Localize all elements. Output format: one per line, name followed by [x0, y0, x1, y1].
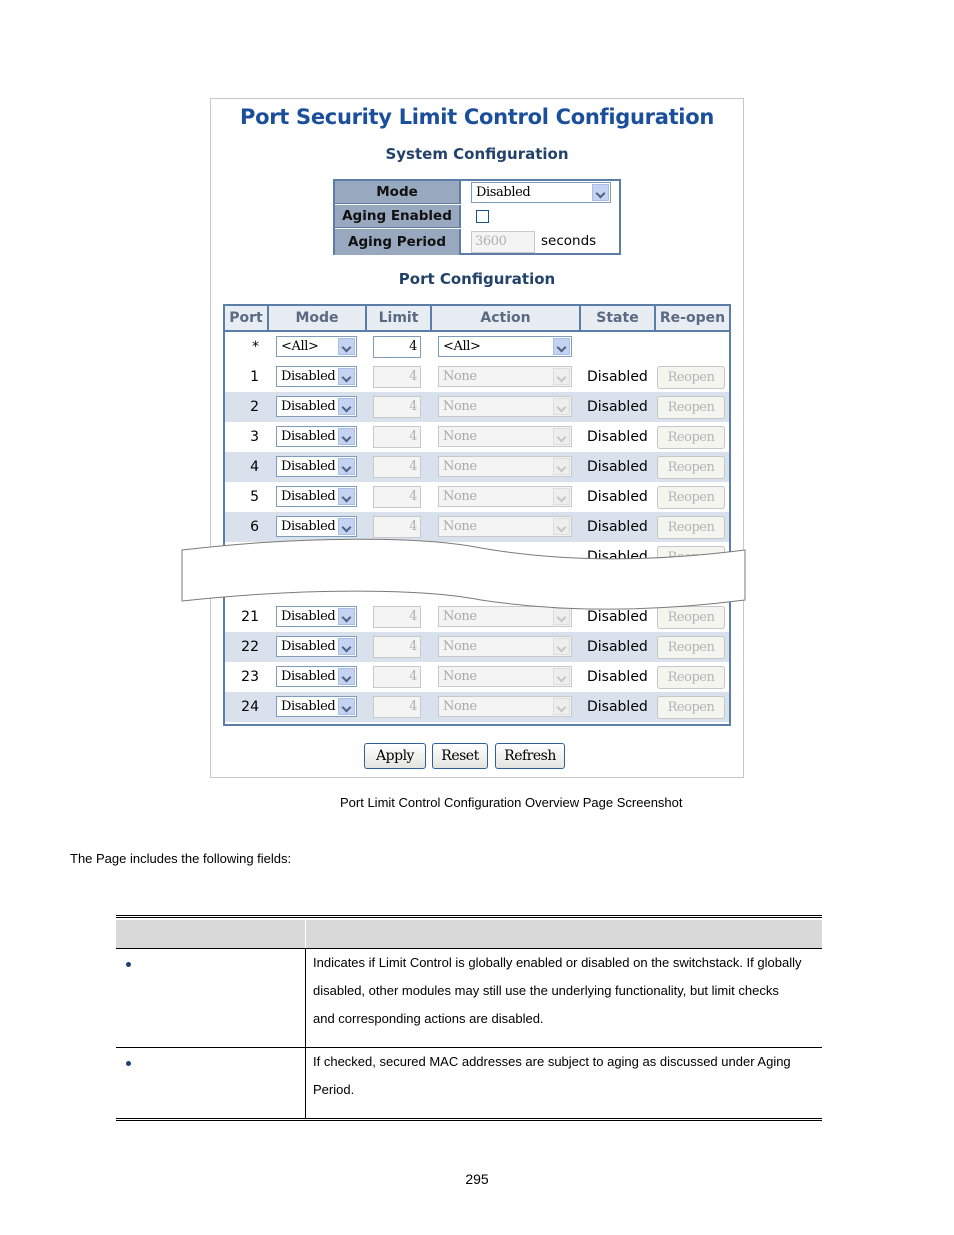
port-action-select[interactable] — [438, 366, 572, 387]
mode-select-value: Disabled — [476, 185, 531, 200]
port-mode-value: Disabled — [281, 429, 336, 444]
figure-caption: Port Limit Control Configuration Overview Page Screenshot — [340, 795, 683, 810]
port-row-22 — [225, 632, 729, 662]
port-state: Disabled — [587, 639, 648, 655]
port-section-title: Port Configuration — [398, 270, 556, 288]
reopen-button[interactable]: Reopen — [657, 666, 725, 689]
port-action-select[interactable] — [438, 516, 572, 537]
aging-enabled-label: Aging Enabled — [335, 205, 461, 228]
port-number: 1 — [250, 369, 259, 385]
port-limit-input[interactable]: 4 — [373, 426, 421, 448]
port-limit-input[interactable]: 4 — [373, 666, 421, 688]
reopen-button[interactable]: Reopen — [657, 456, 725, 479]
port-action-select[interactable] — [438, 666, 572, 687]
port-state: Disabled — [587, 399, 648, 415]
port-action-value: None — [443, 429, 477, 444]
all-limit-input[interactable]: 4 — [373, 336, 421, 358]
field-description: If checked, secured MAC addresses are subject to aging as discussed under Aging Period. — [313, 1054, 791, 1097]
chevron-down-icon — [553, 488, 570, 505]
port-action-select[interactable] — [438, 486, 572, 507]
chevron-down-icon — [553, 398, 570, 415]
port-number: 2 — [250, 399, 259, 415]
chevron-down-icon — [553, 698, 570, 715]
mode-label: Mode — [335, 181, 461, 204]
port-action-value: None — [443, 459, 477, 474]
chevron-down-icon — [553, 458, 570, 475]
port-mode-value: Disabled — [281, 639, 336, 654]
port-mode-select[interactable] — [276, 666, 357, 687]
aging-enabled-checkbox[interactable] — [476, 210, 489, 223]
chevron-down-icon — [553, 428, 570, 445]
all-ports-marker: * — [252, 339, 259, 355]
port-action-select[interactable] — [438, 426, 572, 447]
port-row-23 — [225, 662, 729, 692]
all-action-select[interactable] — [438, 336, 572, 357]
page-title: Port Security Limit Control Configuration — [240, 105, 714, 129]
port-number: 23 — [241, 669, 259, 685]
chevron-down-icon — [338, 668, 355, 685]
system-config-table — [333, 179, 621, 255]
header-divider — [305, 920, 306, 948]
port-state: Disabled — [587, 669, 648, 685]
port-action-value: None — [443, 489, 477, 504]
header-port: Port — [225, 306, 269, 330]
port-number: 24 — [241, 699, 259, 715]
port-state: Disabled — [587, 609, 648, 625]
port-action-select[interactable] — [438, 456, 572, 477]
port-mode-value: Disabled — [281, 609, 336, 624]
port-state: Disabled — [587, 519, 648, 535]
bullet-icon — [126, 962, 131, 967]
table-break-band — [181, 538, 746, 613]
port-mode-select[interactable] — [276, 516, 357, 537]
header-limit: Limit — [367, 306, 432, 330]
header-state: State — [581, 306, 656, 330]
chevron-down-icon — [553, 338, 570, 355]
screenshot-frame — [210, 98, 744, 778]
port-action-select[interactable] — [438, 636, 572, 657]
port-state: Disabled — [587, 699, 648, 715]
port-limit-input[interactable]: 4 — [373, 396, 421, 418]
port-action-value: None — [443, 639, 477, 654]
port-number: 21 — [241, 609, 259, 625]
port-action-select[interactable] — [438, 696, 572, 717]
port-action-select[interactable] — [438, 396, 572, 417]
port-row-5 — [225, 482, 729, 512]
port-row-2 — [225, 392, 729, 422]
chevron-down-icon — [338, 638, 355, 655]
port-state: Disabled — [587, 369, 648, 385]
port-mode-select[interactable] — [276, 366, 357, 387]
port-config-table — [223, 304, 731, 726]
port-number: 5 — [250, 489, 259, 505]
fields-header — [116, 920, 822, 948]
reopen-button[interactable]: Reopen — [657, 426, 725, 449]
reopen-button[interactable]: Reopen — [657, 636, 725, 659]
header-mode: Mode — [269, 306, 367, 330]
chevron-down-icon — [338, 458, 355, 475]
port-row-24 — [225, 692, 729, 722]
aging-period-unit: seconds — [541, 233, 597, 249]
port-mode-select[interactable] — [276, 486, 357, 507]
chevron-down-icon — [338, 488, 355, 505]
header-action: Action — [432, 306, 581, 330]
chevron-down-icon — [338, 428, 355, 445]
port-mode-value: Disabled — [281, 519, 336, 534]
port-mode-value: Disabled — [281, 489, 336, 504]
port-state: Disabled — [587, 429, 648, 445]
port-number: 6 — [250, 519, 259, 535]
field-description: Indicates if Limit Control is globally enabled or disabled on the switchstack. If globally disabled, other modules may still use the underlying functionality, but limit checks and corresponding actions are disabled. — [313, 955, 802, 1026]
all-mode-value: <All> — [281, 339, 319, 354]
port-row-3 — [225, 422, 729, 452]
port-mode-select[interactable] — [276, 696, 357, 717]
port-action-value: None — [443, 399, 477, 414]
header-reopen: Re-open — [656, 306, 729, 330]
port-row-4 — [225, 452, 729, 482]
port-state: Disabled — [587, 459, 648, 475]
port-mode-value: Disabled — [281, 369, 336, 384]
chevron-down-icon — [338, 398, 355, 415]
port-table-header — [225, 306, 729, 332]
port-mode-value: Disabled — [281, 399, 336, 414]
all-action-value: <All> — [443, 339, 481, 354]
all-mode-select[interactable] — [276, 336, 357, 357]
port-action-value: None — [443, 699, 477, 714]
port-mode-value: Disabled — [281, 459, 336, 474]
page-number: 295 — [465, 1171, 489, 1187]
aging-enabled-row — [335, 205, 619, 229]
port-limit-input[interactable]: 4 — [373, 456, 421, 478]
port-limit-input[interactable]: 4 — [373, 636, 421, 658]
chevron-down-icon — [338, 698, 355, 715]
chevron-down-icon — [338, 338, 355, 355]
chevron-down-icon — [553, 638, 570, 655]
aging-period-input[interactable]: 3600 — [471, 231, 535, 253]
mode-row — [335, 181, 619, 205]
port-mode-select[interactable] — [276, 396, 357, 417]
mode-select[interactable] — [471, 182, 611, 203]
port-action-value: None — [443, 519, 477, 534]
reopen-button[interactable]: Reopen — [657, 516, 725, 539]
aging-period-label: Aging Period — [335, 229, 461, 255]
reopen-button[interactable]: Reopen — [657, 696, 725, 719]
chevron-down-icon — [592, 184, 609, 201]
intro-text: The Page includes the following fields: — [70, 851, 292, 866]
chevron-down-icon — [338, 518, 355, 535]
chevron-down-icon — [338, 368, 355, 385]
reopen-button[interactable]: Reopen — [657, 366, 725, 389]
port-number: 4 — [250, 459, 259, 475]
reopen-button[interactable]: Reopen — [657, 606, 725, 629]
port-limit-input[interactable]: 4 — [373, 606, 421, 628]
system-section-title: System Configuration — [385, 145, 569, 163]
port-mode-select[interactable] — [276, 636, 357, 657]
reopen-button[interactable]: Reopen — [657, 486, 725, 509]
port-limit-input[interactable]: 4 — [373, 516, 421, 538]
port-state: Disabled — [587, 549, 648, 565]
port-limit-input[interactable]: 4 — [373, 696, 421, 718]
port-mode-value: Disabled — [281, 699, 336, 714]
port-state: Disabled — [587, 489, 648, 505]
apply-button[interactable]: Apply — [364, 743, 426, 769]
port-mode-value: Disabled — [281, 669, 336, 684]
bullet-icon — [126, 1061, 131, 1066]
port-mode-select[interactable] — [276, 456, 357, 477]
port-limit-input[interactable]: 4 — [373, 486, 421, 508]
port-number: 22 — [241, 639, 259, 655]
port-action-value: None — [443, 609, 477, 624]
reset-button[interactable]: Reset — [432, 743, 488, 769]
port-number: 3 — [250, 429, 259, 445]
top-rule — [116, 915, 822, 918]
reopen-button[interactable]: Reopen — [657, 396, 725, 419]
chevron-down-icon — [553, 368, 570, 385]
port-row-1 — [225, 362, 729, 392]
all-ports-row — [225, 332, 729, 362]
chevron-down-icon — [553, 518, 570, 535]
port-limit-input[interactable]: 4 — [373, 366, 421, 388]
chevron-down-icon — [553, 668, 570, 685]
column-divider — [305, 948, 306, 1118]
port-action-value: None — [443, 369, 477, 384]
aging-period-row — [335, 229, 619, 255]
port-action-value: None — [443, 669, 477, 684]
bottom-rule — [116, 1118, 822, 1121]
port-mode-select[interactable] — [276, 426, 357, 447]
refresh-button[interactable]: Refresh — [495, 743, 565, 769]
